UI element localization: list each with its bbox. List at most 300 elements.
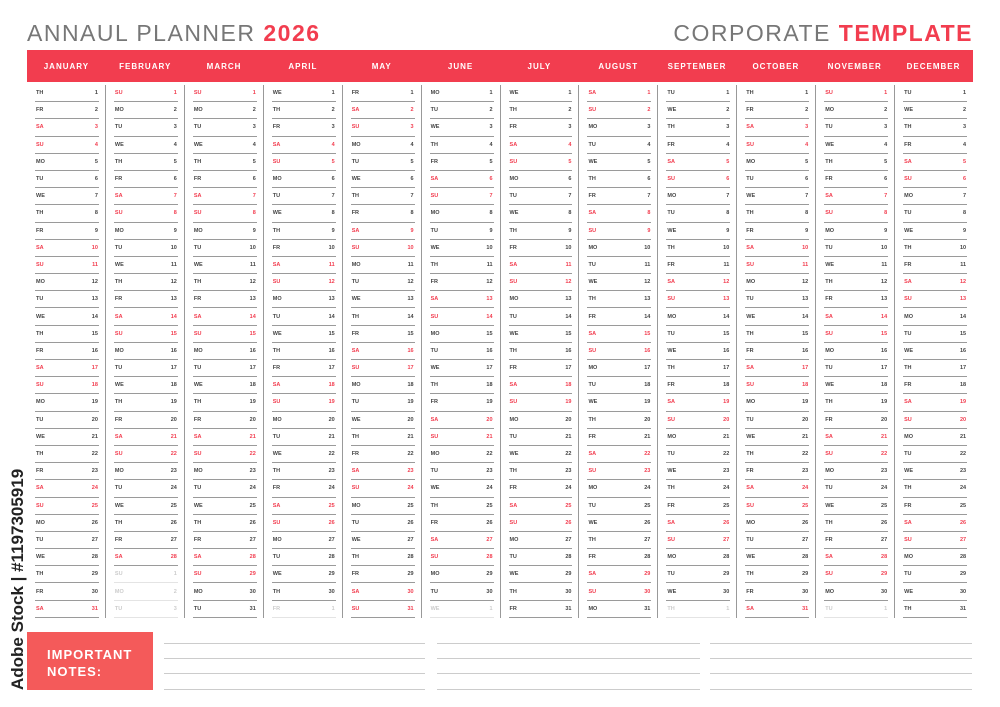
day-number: 10 [723,244,730,251]
day-row [666,394,730,411]
day-number: 5 [884,158,888,165]
day-row [430,326,494,343]
day-number: 22 [407,451,414,458]
day-number: 15 [644,330,651,337]
day-number: 12 [407,279,414,286]
weekday-label: TH [114,158,123,165]
weekday-label: SU [667,536,676,543]
weekday-label: SU [825,571,833,578]
day-number: 31 [91,605,98,612]
day-number: 12 [723,279,730,286]
day-number: 11 [171,261,177,268]
day-row [903,583,967,600]
day-row [587,205,651,222]
weekday-label: TH [667,485,675,492]
day-number: 26 [881,519,888,526]
weekday-label: MO [904,433,914,440]
day-number: 14 [91,313,98,320]
day-number: 26 [328,519,335,526]
day-row [903,119,967,136]
weekday-label: MO [430,330,440,337]
weekday-label: TU [114,485,123,492]
weekday-label: SU [904,296,912,303]
weekday-label: SA [114,554,123,561]
day-number: 2 [963,107,967,114]
weekday-label: TU [114,605,123,612]
day-number: 1 [489,605,493,612]
day-number: 27 [328,536,335,543]
day-row [430,240,494,257]
day-number: 23 [802,468,809,475]
weekday-label: MO [825,468,835,475]
day-number: 4 [252,141,256,148]
weekday-label: TU [351,158,360,165]
weekday-label: SA [746,605,754,612]
day-number: 26 [802,519,809,526]
day-row [745,205,809,222]
day-row [903,85,967,102]
day-number: 13 [486,296,493,303]
day-row [114,446,178,463]
note-line[interactable] [164,658,425,659]
day-row [587,343,651,360]
weekday-label: SU [272,279,281,286]
day-number: 21 [170,433,177,440]
day-row [666,274,730,291]
note-line[interactable] [710,689,972,690]
weekday-label: SA [351,347,360,354]
weekday-label: SU [114,330,123,337]
day-number: 11 [328,261,335,268]
weekday-label: WE [36,554,45,561]
weekday-label: TH [667,244,675,251]
weekday-label: SA [509,141,518,148]
weekday-label: SA [36,485,44,492]
title-text: ANNAUL PLANNER [27,20,256,46]
day-number: 16 [644,347,651,354]
day-number: 28 [802,554,809,561]
day-number: 24 [959,485,967,492]
day-row [666,171,730,188]
day-row [272,102,336,119]
day-number: 1 [647,90,651,97]
day-number: 16 [881,347,888,354]
day-number: 14 [723,313,730,320]
day-number: 7 [489,193,493,200]
day-number: 16 [407,347,414,354]
day-row [430,377,494,394]
note-line[interactable] [164,643,425,644]
weekday-label: WE [36,433,45,440]
weekday-label: SA [825,554,833,561]
day-row [193,257,257,274]
weekday-label: SA [36,244,44,251]
weekday-label: FR [193,176,202,183]
day-number: 22 [802,451,809,458]
day-number: 8 [252,210,256,217]
day-row [272,532,336,549]
day-number: 15 [802,330,809,337]
day-number: 5 [489,158,493,165]
weekday-label: FR [36,107,44,114]
day-row [351,308,415,325]
weekday-label: WE [193,382,203,389]
day-number: 22 [644,451,651,458]
day-number: 1 [252,90,256,97]
weekday-label: SU [509,158,518,165]
day-row [35,394,99,411]
weekday-label: SA [272,502,281,509]
day-number: 20 [249,416,256,423]
day-row [272,188,336,205]
day-row [35,601,99,618]
day-number: 5 [568,158,572,165]
day-number: 4 [647,141,651,148]
day-row [824,515,888,532]
day-number: 31 [959,605,967,612]
weekday-label: TU [509,193,517,200]
day-row [35,223,99,240]
day-row [587,154,651,171]
note-line[interactable] [164,689,425,690]
weekday-label: MO [825,227,835,234]
day-row [351,532,415,549]
weekday-label: SU [825,90,833,97]
weekday-label: SU [351,605,360,612]
day-number: 4 [94,141,98,148]
weekday-label: FR [667,141,675,148]
day-number: 5 [726,158,730,165]
weekday-label: TU [667,330,675,337]
day-row [114,223,178,240]
day-row [430,291,494,308]
day-row [35,102,99,119]
weekday-label: TH [272,468,281,475]
weekday-label: TH [430,382,438,389]
day-row [193,498,257,515]
day-number: 31 [802,605,809,612]
weekday-label: TH [509,468,517,475]
weekday-label: MO [351,502,361,509]
weekday-label: MO [430,571,440,578]
day-row [193,480,257,497]
weekday-label: MO [825,107,835,114]
day-row [35,463,99,480]
weekday-label: MO [193,468,203,475]
day-number: 26 [565,519,572,526]
day-number: 13 [802,296,809,303]
weekday-label: TH [588,536,596,543]
weekday-label: MO [272,296,282,303]
weekday-label: SA [588,451,597,458]
month-column-october [736,85,815,618]
weekday-label: TH [746,210,754,217]
day-number: 25 [565,502,572,509]
day-row [509,515,573,532]
weekday-label: MO [36,399,45,406]
weekday-label: MO [430,451,440,458]
weekday-label: MO [351,261,361,268]
day-row [35,412,99,429]
weekday-label: FR [351,210,360,217]
day-row [35,85,99,102]
day-number: 30 [328,588,335,595]
weekday-label: FR [36,588,44,595]
weekday-label: FR [509,605,517,612]
day-row [351,257,415,274]
weekday-label: FR [272,605,281,612]
day-number: 15 [91,330,98,337]
month-header-february: FEBRUARY [119,62,172,71]
overflow-day-row [430,601,494,618]
month-header-january: JANUARY [43,62,90,71]
day-number: 21 [486,433,493,440]
weekday-label: SU [114,90,123,97]
weekday-label: SA [193,554,202,561]
day-row [666,446,730,463]
weekday-label: MO [193,347,203,354]
notes-label-line1: IMPORTANT [47,647,133,662]
weekday-label: WE [272,330,282,337]
day-row [666,223,730,240]
weekday-label: TH [36,330,44,337]
month-header-march: MARCH [206,62,242,71]
weekday-label: MO [114,588,124,595]
weekday-label: TU [430,227,438,234]
weekday-label: SU [509,399,518,406]
weekday-label: TU [193,485,202,492]
weekday-label: FR [904,382,912,389]
day-row [666,326,730,343]
day-row [272,291,336,308]
day-number: 24 [723,485,730,492]
day-row [824,566,888,583]
note-line[interactable] [710,673,972,674]
day-row [430,498,494,515]
day-row [824,274,888,291]
note-line[interactable] [710,643,972,644]
weekday-label: FR [588,313,596,320]
weekday-label: SU [588,588,597,595]
weekday-label: TH [430,141,438,148]
day-row [903,171,967,188]
note-line[interactable] [437,689,700,690]
day-row [35,446,99,463]
weekday-label: TU [430,347,438,354]
weekday-label: SA [904,279,912,286]
day-row [666,429,730,446]
weekday-label: TU [904,571,912,578]
day-number: 12 [802,279,809,286]
weekday-label: MO [351,382,361,389]
weekday-label: FR [509,244,517,251]
weekday-label: FR [351,330,360,337]
day-row [35,291,99,308]
day-row [430,549,494,566]
day-row [745,377,809,394]
day-number: 18 [486,382,493,389]
day-row [903,343,967,360]
day-number: 14 [328,313,335,320]
weekday-label: TH [430,261,438,268]
day-row [666,480,730,497]
weekday-label: FR [193,536,202,543]
weekday-label: MO [667,313,677,320]
day-number: 1 [726,605,730,612]
day-row [430,274,494,291]
day-row [587,549,651,566]
day-row [351,154,415,171]
day-row [193,85,257,102]
overflow-day-row [272,601,336,618]
weekday-label: TH [36,90,44,97]
weekday-label: MO [272,416,282,423]
note-line[interactable] [437,658,700,659]
weekday-label: SA [351,468,360,475]
weekday-label: TH [904,244,912,251]
day-row [114,137,178,154]
day-row [903,308,967,325]
day-number: 28 [91,554,98,561]
weekday-label: SA [430,176,439,183]
day-row [509,308,573,325]
day-row [193,566,257,583]
month-column-march [184,85,263,618]
day-row [272,223,336,240]
day-number: 19 [723,399,730,406]
day-row [745,601,809,618]
weekday-label: WE [904,468,914,475]
day-row [430,171,494,188]
weekday-label: SU [36,382,44,389]
day-number: 7 [647,193,651,200]
day-row [587,291,651,308]
day-number: 26 [644,519,651,526]
day-number: 26 [249,519,256,526]
day-number: 13 [91,296,98,303]
note-line[interactable] [437,643,700,644]
day-number: 19 [170,399,177,406]
weekday-label: WE [509,571,519,578]
day-row [903,429,967,446]
weekday-label: TH [272,107,281,114]
weekday-label: SA [36,605,44,612]
day-row [35,188,99,205]
day-number: 27 [249,536,256,543]
weekday-label: SA [36,365,44,372]
day-number: 23 [170,468,177,475]
day-row [193,377,257,394]
day-number: 13 [170,296,177,303]
day-number: 14 [407,313,414,320]
weekday-label: WE [193,261,203,268]
day-number: 19 [802,399,809,406]
weekday-label: SA [588,571,597,578]
day-number: 22 [723,451,730,458]
weekday-label: WE [667,107,677,114]
day-row [509,102,573,119]
note-line[interactable] [437,673,700,674]
weekday-label: FR [36,227,44,234]
day-number: 21 [881,433,888,440]
weekday-label: SA [430,296,439,303]
day-number: 23 [249,468,256,475]
day-number: 6 [331,176,335,183]
weekday-label: SA [272,261,281,268]
weekday-label: TH [746,451,754,458]
day-number: 3 [647,124,651,131]
day-row [430,463,494,480]
weekday-label: FR [193,416,202,423]
day-row [587,102,651,119]
weekday-label: MO [36,158,45,165]
weekday-label: SA [114,313,123,320]
day-number: 17 [170,365,177,372]
day-number: 11 [92,261,98,268]
day-row [587,223,651,240]
weekday-label: SU [272,519,281,526]
weekday-label: TU [36,296,44,303]
notes-label-line2: NOTES: [47,664,103,679]
weekday-label: SA [746,485,754,492]
weekday-label: MO [904,554,914,561]
day-number: 7 [331,193,335,200]
day-row [193,360,257,377]
day-row [745,583,809,600]
day-number: 24 [170,485,177,492]
weekday-label: FR [114,416,123,423]
day-row [193,583,257,600]
weekday-label: TU [351,399,360,406]
day-row [193,188,257,205]
day-number: 14 [486,313,493,320]
day-number: 24 [881,485,888,492]
weekday-label: TU [193,244,202,251]
weekday-label: FR [272,244,281,251]
day-row [193,154,257,171]
day-number: 26 [959,519,967,526]
note-line[interactable] [710,658,972,659]
day-number: 2 [331,107,335,114]
day-row [666,240,730,257]
day-row [666,257,730,274]
day-row [903,498,967,515]
template-title-bold: TEMPLATE [838,20,973,46]
day-row [430,394,494,411]
weekday-label: SU [430,433,439,440]
day-row [351,566,415,583]
weekday-label: TH [904,124,912,131]
weekday-label: WE [351,536,361,543]
day-number: 11 [565,261,572,268]
note-line[interactable] [164,673,425,674]
weekday-label: TU [825,365,833,372]
weekday-label: TH [825,519,833,526]
weekday-label: WE [904,227,914,234]
day-number: 6 [963,176,967,183]
weekday-label: WE [272,210,282,217]
day-row [509,188,573,205]
day-number: 9 [568,227,572,234]
weekday-label: MO [588,124,598,131]
day-number: 2 [884,107,888,114]
day-number: 4 [884,141,888,148]
day-number: 17 [723,365,730,372]
weekday-label: MO [509,536,519,543]
day-number: 13 [881,296,888,303]
day-row [666,188,730,205]
day-row [666,291,730,308]
